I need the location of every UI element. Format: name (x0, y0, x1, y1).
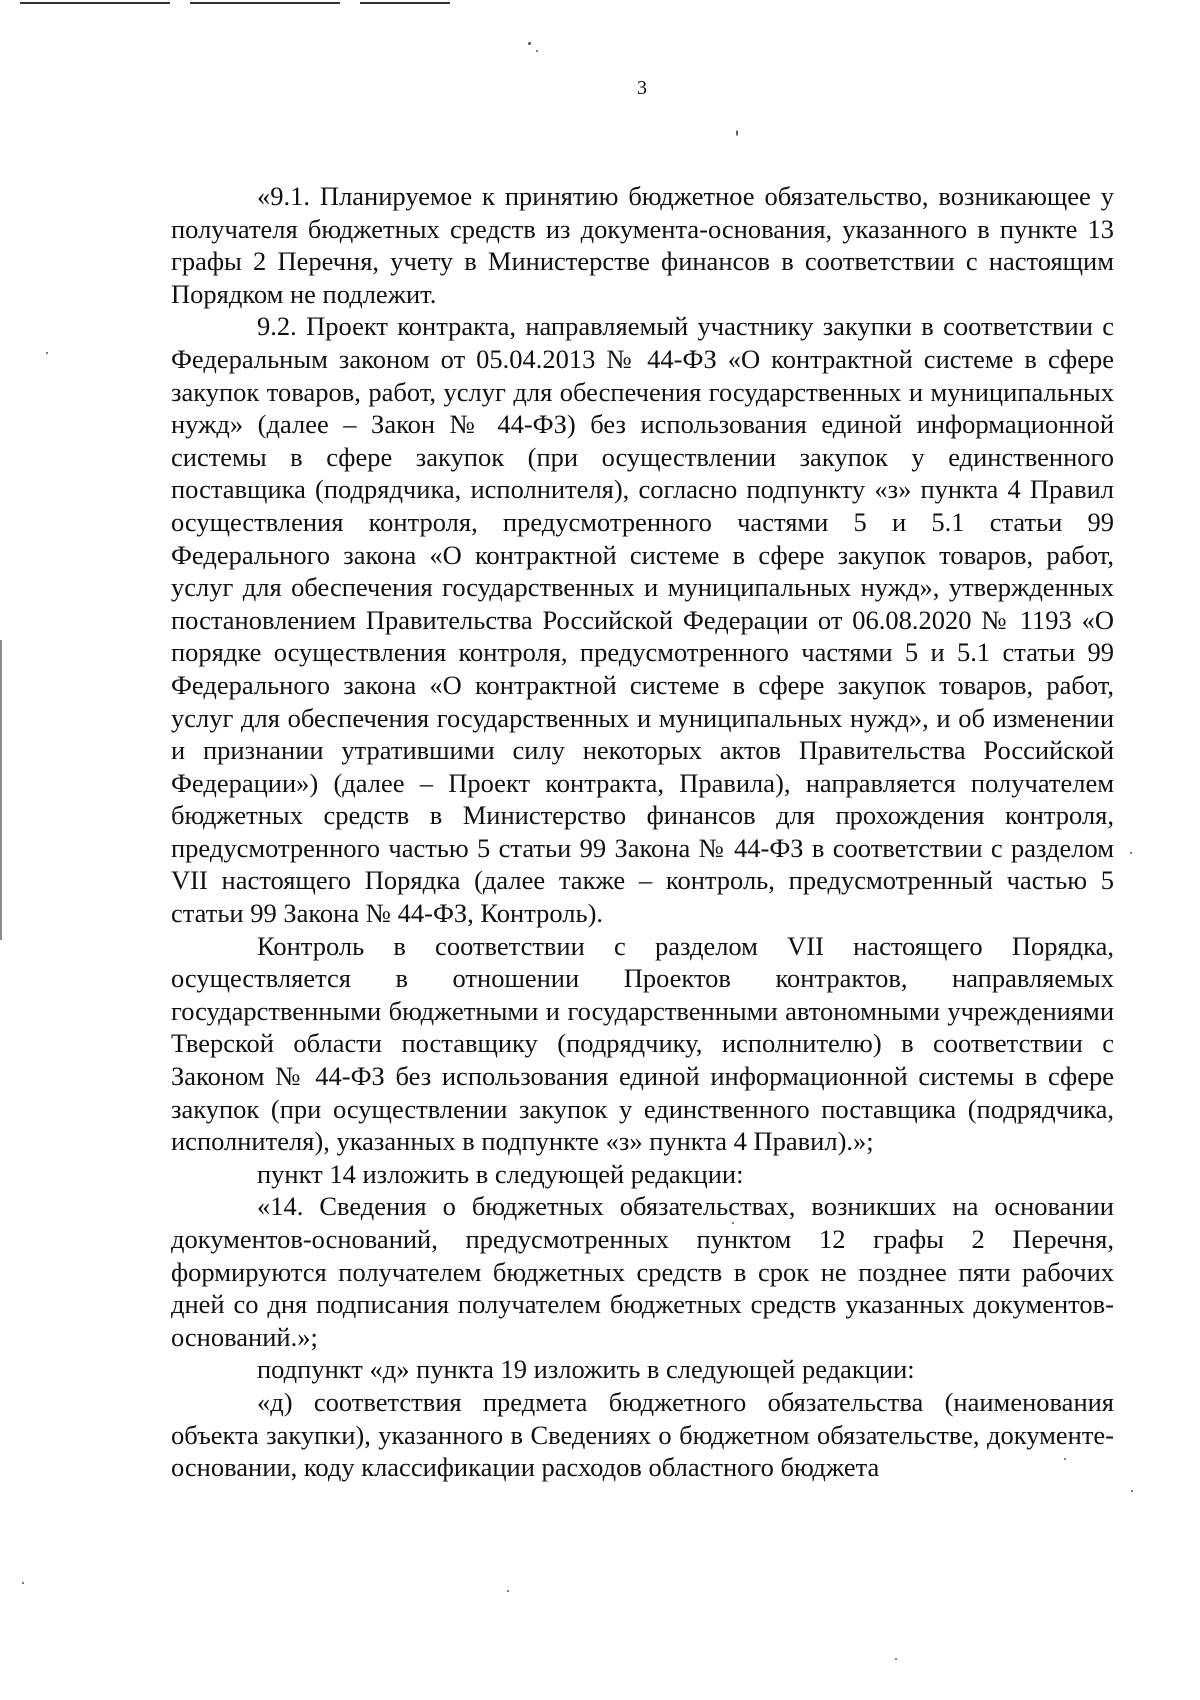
paragraph-9-2: 9.2. Проект контракта, направляемый участнику закупки в соответствии с Федеральным законом от 05.04.2013 № 44-ФЗ «О контрактной системе в сфере закупок товаров, работ, услуг для обеспечения государственных и муниципальных нужд» (далее – Закон № 44-ФЗ) без использования единой информационной системы в сфере закупок (при осуществлении закупок у единственного поставщика (подрядчика, исполнителя), согласно подпункту «з» пункта 4 Правил осуществления контроля, предусмотренного частями 5 и 5.1 статьи 99 Федерального закона «О контрактной системе в сфере закупок товаров, работ, услуг для обеспечения государственных и муниципальных нужд», утвержденных постановлением Правительства Российской Федерации от 06.08.2020 № 1193 «О порядке осуществления контроля, предусмотренного частями 5 и 5.1 статьи 99 Федерального закона «О контрактной системе в сфере закупок товаров, работ, услуг для обеспечения государственных и муниципальных нужд», и об изменении и признании утратившими силу некоторых актов Правительства Российской Федерации») (далее – Проект контракта, Правила), направляется получателем бюджетных средств в Министерство финансов для прохождения контроля, предусмотренного частью 5 статьи 99 Закона № 44-ФЗ в соответствии с разделом VII настоящего Порядка (далее также – контроль, предусмотренный частью 5 статьи 99 Закона № 44-ФЗ, Контроль). (171, 311, 1114, 929)
scan-speck (736, 130, 738, 136)
scan-speck (46, 352, 48, 354)
scan-speck (22, 1582, 24, 1584)
scan-speck (1130, 852, 1132, 854)
scan-edge-shadow (0, 640, 2, 940)
scan-speck (536, 50, 538, 52)
paragraph-amend-point-14: пункт 14 изложить в следующей редакции: (257, 1158, 744, 1189)
paragraph-9-1: «9.1. Планируемое к принятию бюджетное обязательство, возникающее у получателя бюджетных средств из документа-основания, указанного в пункте 13 графы 2 Перечня, учету в Министерстве финансов в соответствии с настоящим Порядком не подлежит. (171, 181, 1114, 309)
scan-speck (507, 1590, 509, 1592)
scan-edge-line (20, 2, 170, 4)
scan-edge-line (190, 2, 340, 4)
document-body (171, 180, 1114, 1484)
scan-speck (528, 42, 531, 45)
page-number: 3 (637, 77, 647, 99)
paragraph-control: Контроль в соответствии с разделом VII настоящего Порядка, осуществляется в отношении Проектов контрактов, направляемых государственными бюджетными и государственными автономными учреждениями Тверской области поставщику (подрядчику, исполнителю) в соответствии с Законом № 44-ФЗ без использования единой информационной системы в сфере закупок (при осуществлении закупок у единственного поставщика (подрядчика, исполнителя), указанных в подпункте «з» пункта 4 Правил).»; (171, 930, 1114, 1157)
scan-speck (1131, 1490, 1133, 1492)
scan-speck (895, 1658, 897, 1660)
paragraph-subpoint-d: «д) соответствия предмета бюджетного обязательства (наименования объекта закупки), указанного в Сведениях о бюджетном обязательстве, документе-основании, коду классификации расходов областного бюджета (171, 1386, 1114, 1483)
paragraph-amend-subpoint-d: подпункт «д» пункта 19 изложить в следующей редакции: (257, 1354, 915, 1385)
scan-edge-line (360, 2, 450, 4)
paragraph-point-14: «14. Сведения о бюджетных обязательствах, возникших на основании документов-оснований, предусмотренных пунктом 12 графы 2 Перечня, формируются получателем бюджетных средств в срок не позднее пяти рабочих дней со дня подписания получателем бюджетных средств указанных документов-оснований.»; (171, 1191, 1114, 1352)
